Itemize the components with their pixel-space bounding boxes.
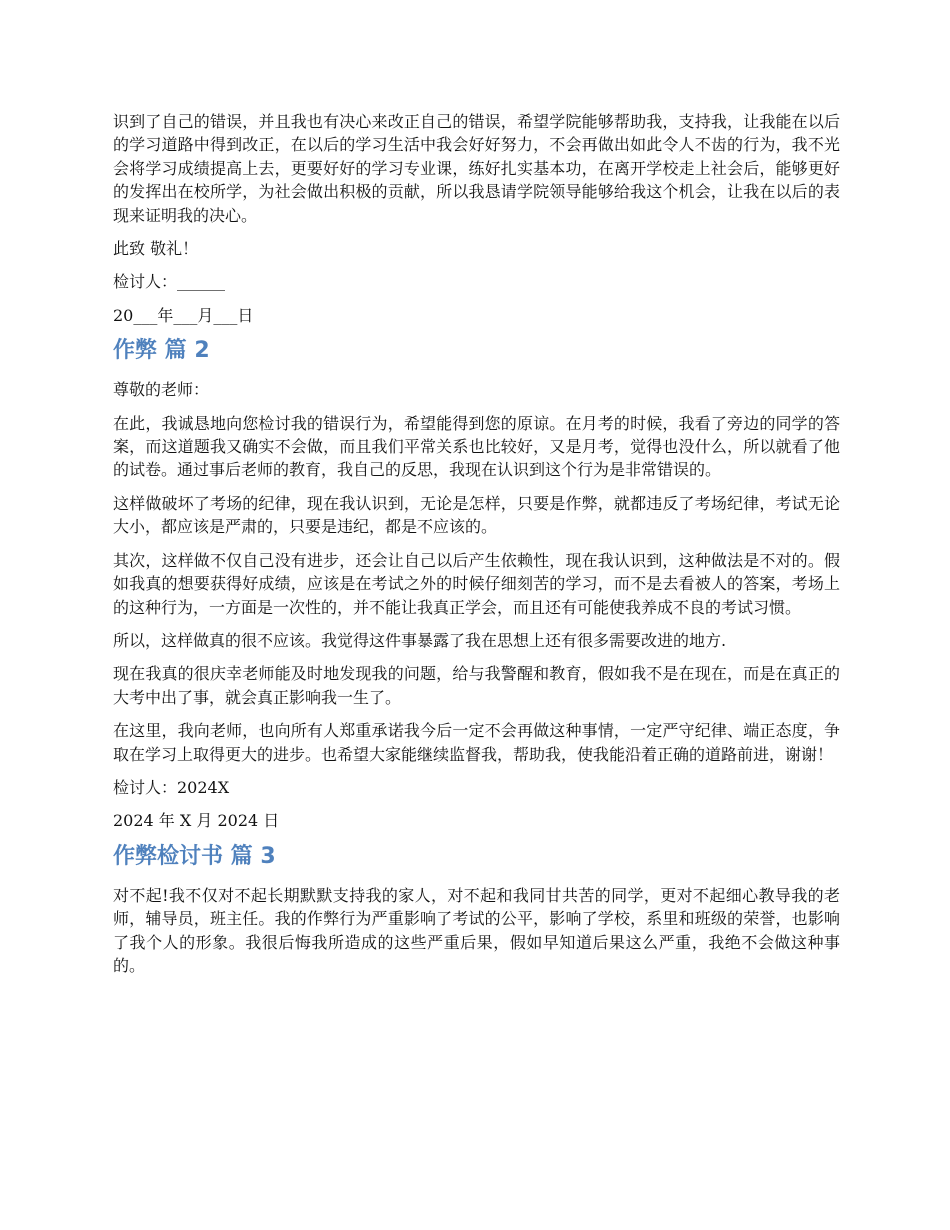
body-paragraph: 其次，这样做不仅自己没有进步，还会让自己以后产生依赖性，现在我认识到，这种做法是不对的。假如我真的想要获得好成绩，应该是在考试之外的时候仔细刻苦的学习，而不是去看被人的答案，考场上的这种行为，一方面是一次性的，并不能让我真正学会，而且还有可能使我养成不良的考试习惯。: [113, 550, 840, 617]
signature-line: 检讨人：2024X: [113, 777, 230, 797]
body-paragraph: 这样做破坏了考场的纪律，现在我认识到，无论是怎样，只要是作弊，就都违反了考场纪律，考试无论大小，都应该是严肃的，只要是违纪，都是不应该的。: [113, 493, 840, 537]
signature-line: 检讨人：______: [113, 272, 226, 292]
body-paragraph: 在此，我诚恳地向您检讨我的错误行为，希望能得到您的原谅。在月考的时候，我看了旁边的同学的答案，而这道题我又确实不会做，而且我们平常关系也比较好，又是月考，觉得也没什么，所以就看了他的试卷。通过事后老师的教育，我自己的反思，我现在认识到这个行为是非常错误的。: [113, 413, 840, 480]
body-paragraph: 识到了自己的错误，并且我也有决心来改正自己的错误，希望学院能够帮助我，支持我，让我能在以后的学习道路中得到改正，在以后的学习生活中我会好好努力，不会再做出如此令人不齿的行为，我不光会将学习成绩提高上去，更要好好的学习专业课，练好扎实基本功，在离开学校走上社会后，能够更好的发挥出在校所学，为社会做出积极的贡献，所以我恳请学院领导能够给我这个机会，让我在以后的表现来证明我的决心。: [113, 112, 840, 225]
section-heading: 作弊 篇 2: [113, 338, 210, 364]
date-line: 20___年___月___日: [113, 305, 254, 325]
section-heading: 作弊检讨书 篇 3: [113, 843, 276, 869]
closing-salutation: 此致 敬礼！: [113, 239, 199, 259]
body-paragraph: 在这里，我向老师，也向所有人郑重承诺我今后一定不会再做这种事情，一定严守纪律、端正态度，争取在学习上取得更大的进步。也希望大家能继续监督我，帮助我，使我能沿着正确的道路前进，谢谢！: [113, 721, 840, 764]
document-page: [113, 110, 840, 987]
body-paragraph: 对不起!我不仅对不起长期默默支持我的家人，对不起和我同甘共苦的同学，更对不起细心教导我的老师，辅导员，班主任。我的作弊行为严重影响了考试的公平，影响了学校，系里和班级的荣誉，也影响了我个人的形象。我很后悔我所造成的这些严重后果，假如早知道后果这么严重，我绝不会做这种事的。: [113, 885, 840, 975]
greeting: 尊敬的老师：: [113, 380, 210, 400]
date-line: 2024 年 X 月 2024 日: [113, 811, 280, 831]
body-paragraph: 现在我真的很庆幸老师能及时地发现我的问题，给与我警醒和教育，假如我不是在现在，而是在真正的大考中出了事，就会真正影响我一生了。: [113, 664, 840, 707]
body-paragraph: 所以，这样做真的很不应该。我觉得这件事暴露了我在思想上还有很多需要改进的地方.: [113, 630, 727, 650]
